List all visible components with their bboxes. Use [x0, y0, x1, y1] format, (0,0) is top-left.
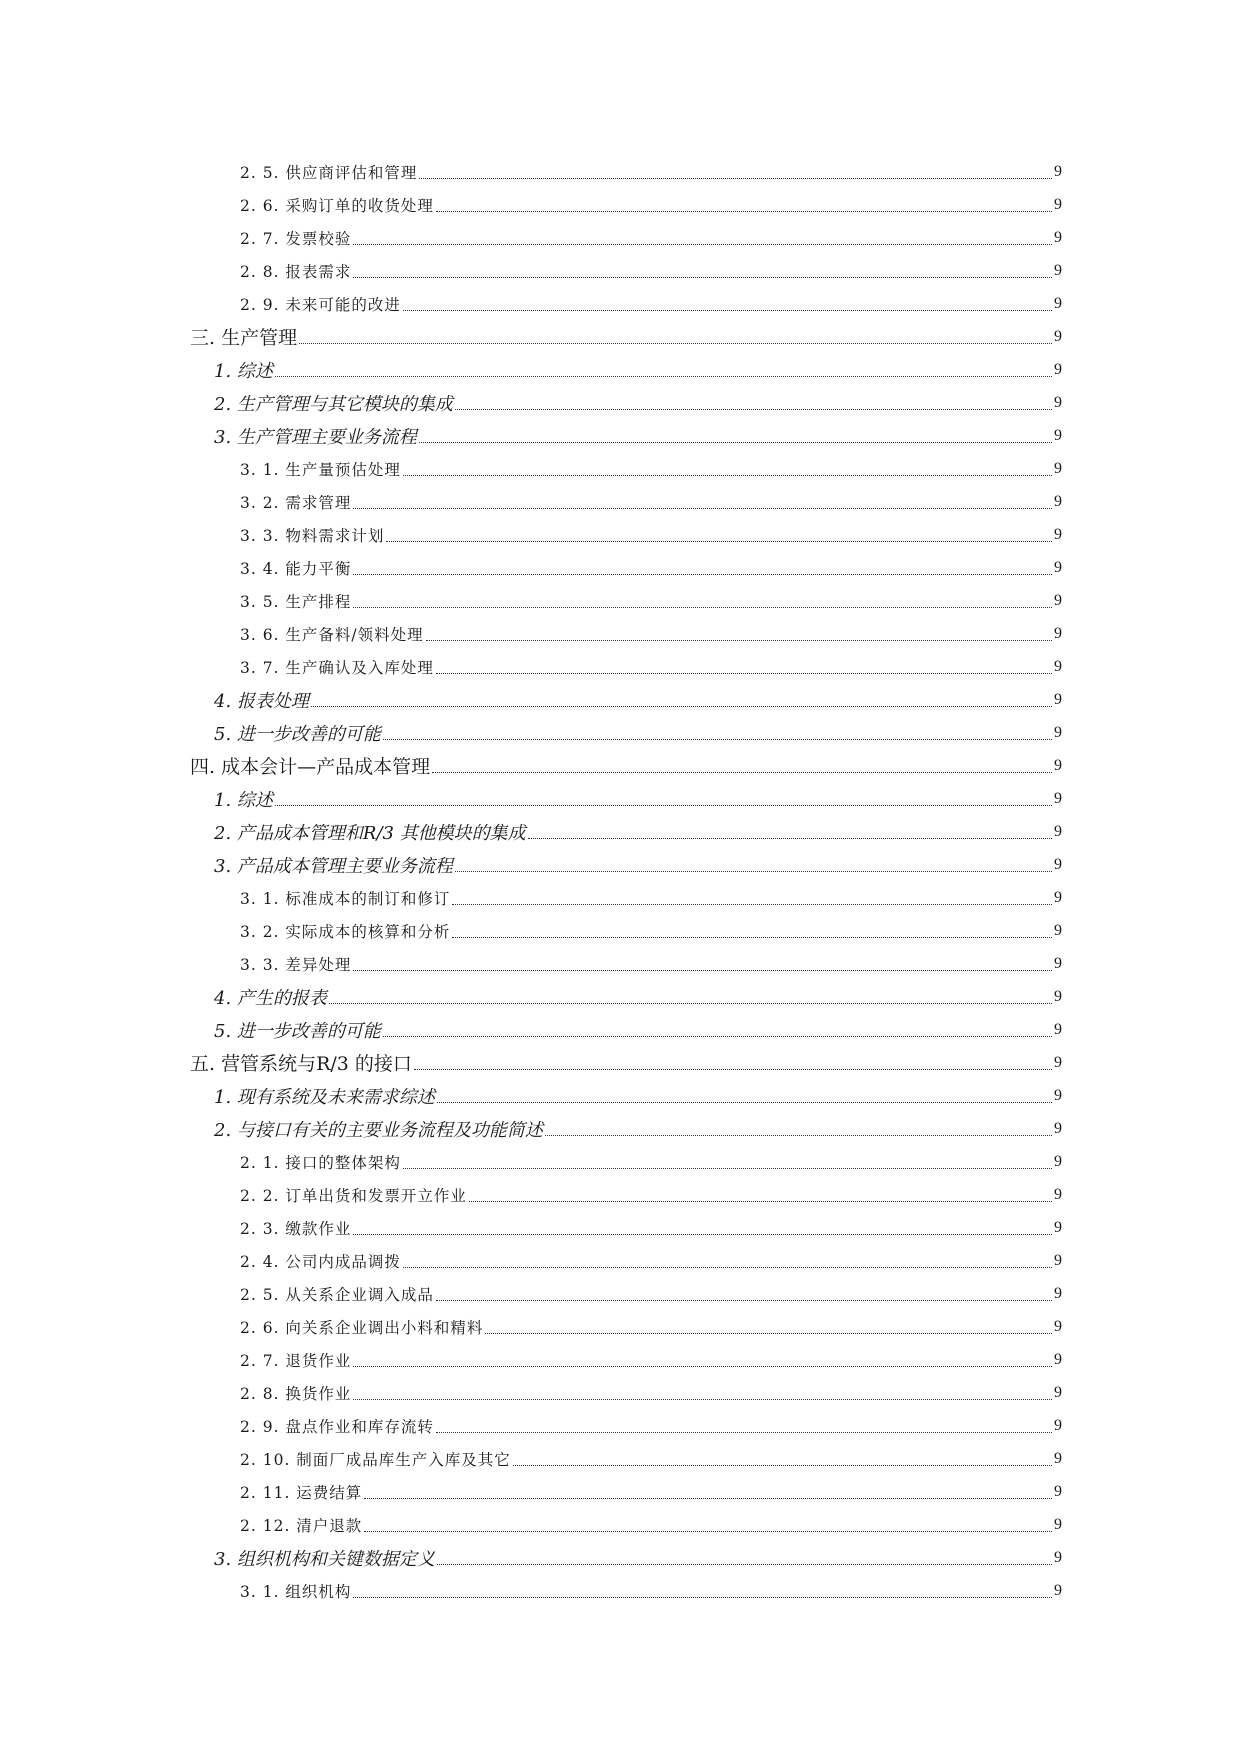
toc-entry-title: 3. 3. 物料需求计划 — [240, 526, 385, 545]
toc-page-number: 9 — [1054, 723, 1062, 741]
toc-entry[interactable] — [0, 155, 1241, 188]
toc-entry-title: 2. 6. 采购订单的收货处理 — [240, 196, 434, 215]
toc-page-number: 9 — [1054, 426, 1062, 444]
toc-entry[interactable] — [0, 980, 1241, 1013]
toc-entry[interactable] — [0, 551, 1241, 584]
toc-entry[interactable] — [0, 518, 1241, 551]
toc-page-number: 9 — [1054, 525, 1062, 543]
toc-entry[interactable] — [0, 320, 1241, 353]
toc-dot-leader — [436, 1432, 1052, 1433]
toc-entry[interactable] — [0, 1145, 1241, 1178]
toc-dot-leader — [364, 1531, 1052, 1532]
toc-entry[interactable] — [0, 617, 1241, 650]
toc-entry-title: 2. 3. 缴款作业 — [240, 1219, 352, 1238]
toc-entry-title: 2. 1. 接口的整体架构 — [240, 1153, 401, 1172]
toc-dot-leader — [403, 310, 1052, 311]
toc-dot-leader — [275, 376, 1052, 377]
toc-entry[interactable] — [0, 749, 1241, 782]
toc-entry-title: 四. 成本会计—产品成本管理 — [190, 756, 431, 778]
toc-entry[interactable] — [0, 782, 1241, 815]
toc-dot-leader — [353, 970, 1052, 971]
toc-entry[interactable] — [0, 353, 1241, 386]
toc-page-number: 9 — [1054, 1581, 1062, 1599]
toc-entry[interactable] — [0, 1277, 1241, 1310]
toc-dot-leader — [528, 838, 1052, 839]
toc-entry[interactable] — [0, 1475, 1241, 1508]
toc-entry-title: 2. 生产管理与其它模块的集成 — [214, 393, 453, 415]
toc-entry-title: 3. 生产管理主要业务流程 — [214, 426, 417, 448]
toc-entry[interactable] — [0, 287, 1241, 320]
toc-page-number: 9 — [1054, 162, 1062, 180]
toc-entry[interactable] — [0, 1079, 1241, 1112]
toc-page-number: 9 — [1054, 1317, 1062, 1335]
toc-dot-leader — [353, 244, 1052, 245]
toc-dot-leader — [452, 937, 1052, 938]
toc-entry[interactable] — [0, 1442, 1241, 1475]
toc-page-number: 9 — [1054, 1284, 1062, 1302]
toc-page-number: 9 — [1054, 1119, 1062, 1137]
toc-page-number: 9 — [1054, 921, 1062, 939]
toc-dot-leader — [353, 607, 1052, 608]
toc-entry-title: 3. 6. 生产备料/领料处理 — [240, 625, 424, 644]
toc-dot-leader — [436, 211, 1052, 212]
toc-dot-leader — [386, 541, 1052, 542]
toc-entry-title: 2. 与接口有关的主要业务流程及功能简述 — [214, 1119, 543, 1141]
toc-entry[interactable] — [0, 1376, 1241, 1409]
toc-page-number: 9 — [1054, 1152, 1062, 1170]
toc-page-number: 9 — [1054, 492, 1062, 510]
toc-page-number: 9 — [1054, 789, 1062, 807]
toc-entry-title: 1. 综述 — [214, 789, 273, 811]
toc-dot-leader — [353, 1597, 1052, 1598]
toc-dot-leader — [353, 1234, 1052, 1235]
toc-dot-leader — [452, 904, 1052, 905]
toc-entry-title: 2. 2. 订单出货和发票开立作业 — [240, 1186, 467, 1205]
toc-dot-leader — [437, 1564, 1052, 1565]
toc-dot-leader — [426, 640, 1052, 641]
toc-entry-title: 1. 现有系统及未来需求综述 — [214, 1086, 435, 1108]
toc-entry[interactable] — [0, 1013, 1241, 1046]
toc-page-number: 9 — [1054, 624, 1062, 642]
toc-dot-leader — [299, 343, 1052, 344]
toc-dot-leader — [403, 475, 1052, 476]
toc-dot-leader — [419, 442, 1052, 443]
toc-entry[interactable] — [0, 1508, 1241, 1541]
toc-dot-leader — [364, 1498, 1052, 1499]
toc-page-number: 9 — [1054, 822, 1062, 840]
toc-dot-leader — [353, 1399, 1052, 1400]
toc-page-number: 9 — [1054, 195, 1062, 213]
toc-entry-title: 2. 7. 发票校验 — [240, 229, 352, 248]
toc-dot-leader — [455, 871, 1052, 872]
toc-page-number: 9 — [1054, 1482, 1062, 1500]
toc-entry-title: 2. 8. 换货作业 — [240, 1384, 352, 1403]
toc-entry-title: 2. 8. 报表需求 — [240, 262, 352, 281]
toc-entry-title: 2. 12. 清户退款 — [240, 1516, 363, 1535]
toc-entry[interactable] — [0, 1310, 1241, 1343]
toc-entry[interactable] — [0, 650, 1241, 683]
toc-entry[interactable] — [0, 485, 1241, 518]
toc-dot-leader — [311, 706, 1052, 707]
toc-entry-title: 2. 7. 退货作业 — [240, 1351, 352, 1370]
toc-dot-leader — [329, 1003, 1052, 1004]
toc-page-number: 9 — [1054, 1449, 1062, 1467]
toc-entry[interactable] — [0, 1409, 1241, 1442]
toc-entry-title: 三. 生产管理 — [190, 327, 298, 349]
toc-entry-title: 4. 产生的报表 — [214, 987, 327, 1009]
toc-page-number: 9 — [1054, 1515, 1062, 1533]
toc-dot-leader — [469, 1201, 1052, 1202]
toc-entry[interactable] — [0, 1046, 1241, 1079]
toc-dot-leader — [275, 805, 1052, 806]
toc-page-number: 9 — [1054, 393, 1062, 411]
toc-entry-title: 5. 进一步改善的可能 — [214, 1020, 381, 1042]
toc-page-number: 9 — [1054, 327, 1062, 345]
toc-page-number: 9 — [1054, 954, 1062, 972]
toc-page-number: 9 — [1054, 987, 1062, 1005]
toc-entry[interactable] — [0, 1343, 1241, 1376]
toc-entry[interactable] — [0, 1244, 1241, 1277]
toc-entry-title: 2. 10. 制面厂成品库生产入库及其它 — [240, 1450, 511, 1469]
toc-entry-title: 3. 5. 生产排程 — [240, 592, 352, 611]
toc-entry[interactable] — [0, 1541, 1241, 1574]
toc-page-number: 9 — [1054, 1251, 1062, 1269]
toc-page-number: 9 — [1054, 294, 1062, 312]
toc-entry[interactable] — [0, 1112, 1241, 1145]
toc-dot-leader — [383, 739, 1052, 740]
toc-dot-leader — [485, 1333, 1052, 1334]
toc-dot-leader — [353, 508, 1052, 509]
toc-page-number: 9 — [1054, 558, 1062, 576]
toc-page-number: 9 — [1054, 657, 1062, 675]
toc-entry-title: 五. 营管系统与R/3 的接口 — [190, 1053, 412, 1075]
toc-entry[interactable] — [0, 881, 1241, 914]
toc-dot-leader — [383, 1036, 1052, 1037]
toc-entry[interactable] — [0, 815, 1241, 848]
toc-page-number: 9 — [1054, 1416, 1062, 1434]
toc-entry-title: 3. 4. 能力平衡 — [240, 559, 352, 578]
toc-dot-leader — [432, 772, 1052, 773]
toc-dot-leader — [436, 1300, 1052, 1301]
toc-dot-leader — [513, 1465, 1052, 1466]
toc-dot-leader — [403, 1267, 1052, 1268]
toc-entry[interactable] — [0, 221, 1241, 254]
toc-entry-title: 2. 11. 运费结算 — [240, 1483, 363, 1502]
toc-dot-leader — [455, 409, 1052, 410]
toc-page-number: 9 — [1054, 261, 1062, 279]
toc-dot-leader — [437, 1102, 1052, 1103]
toc-entry[interactable] — [0, 947, 1241, 980]
toc-dot-leader — [353, 277, 1052, 278]
toc-entry-title: 2. 产品成本管理和R/3 其他模块的集成 — [214, 822, 526, 844]
toc-entry-title: 3. 2. 实际成本的核算和分析 — [240, 922, 451, 941]
toc-entry-title: 3. 组织机构和关键数据定义 — [214, 1548, 435, 1570]
toc-entry-title: 3. 1. 生产量预估处理 — [240, 460, 401, 479]
toc-entry[interactable] — [0, 188, 1241, 221]
toc-page-number: 9 — [1054, 1185, 1062, 1203]
toc-entry-title: 2. 5. 供应商评估和管理 — [240, 163, 418, 182]
toc-dot-leader — [403, 1168, 1052, 1169]
toc-entry[interactable] — [0, 848, 1241, 881]
table-of-contents — [0, 155, 1241, 1607]
toc-entry[interactable] — [0, 584, 1241, 617]
toc-entry[interactable] — [0, 1211, 1241, 1244]
toc-entry-title: 2. 9. 未来可能的改进 — [240, 295, 401, 314]
toc-dot-leader — [436, 673, 1052, 674]
toc-entry[interactable] — [0, 683, 1241, 716]
toc-page-number: 9 — [1054, 888, 1062, 906]
toc-entry[interactable] — [0, 386, 1241, 419]
toc-entry-title: 2. 5. 从关系企业调入成品 — [240, 1285, 434, 1304]
toc-page-number: 9 — [1054, 1053, 1062, 1071]
toc-entry-title: 2. 4. 公司内成品调拨 — [240, 1252, 401, 1271]
toc-entry[interactable] — [0, 1574, 1241, 1607]
toc-entry[interactable] — [0, 914, 1241, 947]
toc-page-number: 9 — [1054, 591, 1062, 609]
toc-page-number: 9 — [1054, 1218, 1062, 1236]
toc-page-number: 9 — [1054, 459, 1062, 477]
toc-page-number: 9 — [1054, 1383, 1062, 1401]
toc-entry-title: 1. 综述 — [214, 360, 273, 382]
toc-page-number: 9 — [1054, 1350, 1062, 1368]
toc-dot-leader — [414, 1069, 1052, 1070]
toc-page-number: 9 — [1054, 1086, 1062, 1104]
toc-page-number: 9 — [1054, 855, 1062, 873]
toc-entry[interactable] — [0, 419, 1241, 452]
toc-entry-title: 3. 产品成本管理主要业务流程 — [214, 855, 453, 877]
toc-page-number: 9 — [1054, 690, 1062, 708]
toc-entry[interactable] — [0, 254, 1241, 287]
toc-dot-leader — [419, 178, 1052, 179]
toc-dot-leader — [353, 1366, 1052, 1367]
toc-page-number: 9 — [1054, 1548, 1062, 1566]
toc-entry-title: 3. 7. 生产确认及入库处理 — [240, 658, 434, 677]
toc-entry-title: 3. 3. 差异处理 — [240, 955, 352, 974]
toc-entry-title: 5. 进一步改善的可能 — [214, 723, 381, 745]
toc-entry-title: 3. 1. 标准成本的制订和修订 — [240, 889, 451, 908]
toc-entry-title: 2. 6. 向关系企业调出小料和精料 — [240, 1318, 484, 1337]
toc-page-number: 9 — [1054, 228, 1062, 246]
toc-entry[interactable] — [0, 452, 1241, 485]
toc-entry[interactable] — [0, 1178, 1241, 1211]
toc-page-number: 9 — [1054, 360, 1062, 378]
toc-entry-title: 3. 2. 需求管理 — [240, 493, 352, 512]
toc-dot-leader — [545, 1135, 1052, 1136]
toc-entry-title: 4. 报表处理 — [214, 690, 309, 712]
toc-page-number: 9 — [1054, 756, 1062, 774]
toc-entry-title: 3. 1. 组织机构 — [240, 1582, 352, 1601]
toc-entry-title: 2. 9. 盘点作业和库存流转 — [240, 1417, 434, 1436]
toc-page-number: 9 — [1054, 1020, 1062, 1038]
toc-dot-leader — [353, 574, 1052, 575]
toc-entry[interactable] — [0, 716, 1241, 749]
